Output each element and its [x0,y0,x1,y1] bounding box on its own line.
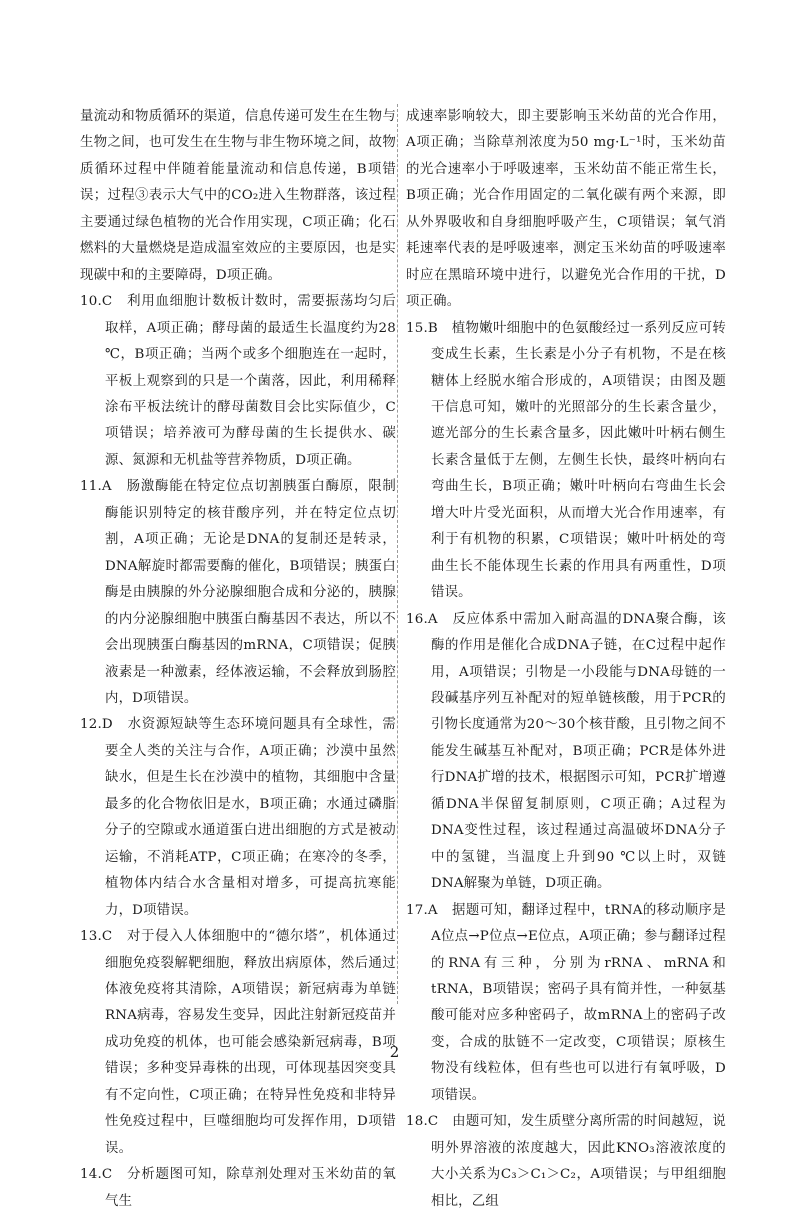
item-explanation: 由题可知，发生质壁分离所需的时间越短，说明外界溶液的浓度越大，因此KNO₃溶液浓度的大小关系为C₃＞C₁＞C₂，A项错误；与甲组细胞相比，乙组 [431,1114,727,1209]
continuation-paragraph: 成速率影响较大，即主要影响玉米幼苗的光合作用，A项正确；当除草剂浓度为50 mg·L⁻¹时，玉米幼苗的光合速率小于呼吸速率，玉米幼苗不能正常生长，B项正确；光合作用固定的二氧化碳有两个来源，即从外界吸收和自身细胞呼吸产生，C项错误；氧气消耗速率代表的是呼吸速率，测定玉米幼苗的呼吸速率时应在黑暗环境中进行，以避免光合作用的干扰，D项正确。 [406,109,726,310]
item-number: 15. [406,320,428,336]
item-number: 16. [406,611,428,627]
answer-item-10 [80,289,396,474]
item-explanation: 对于侵入人体细胞中的“德尔塔”，机体通过细胞免疫裂解靶细胞，释放出病原体，然后通过体液免疫将其清除，A项错误；新冠病毒为单链RNA病毒，容易发生变异，因此注射新冠疫苗并成功免疫的机体，也可能会感染新冠病毒，B项错误；多种变异毒株的出现，可体现基因突变具有不定向性，C项正确；在特异性免疫和非特异性免疫过程中，巨噬细胞均可发挥作用，D项错误。 [105,929,396,1156]
item-answer: A [427,902,438,918]
item-number: 10. [80,294,102,310]
item-answer: A [101,479,112,495]
item-answer: B [427,320,438,336]
item-number: 12. [80,717,102,733]
answer-item-11 [80,474,396,712]
item-number: 11. [80,479,102,495]
item-explanation: 水资源短缺等生态环境问题具有全球性，需要全人类的关注与合作，A项正确；沙漠中虽然缺水，但是生长在沙漠中的植物，其细胞中含量最多的化合物依旧是水，B项正确；水通过磷脂分子的空隙或水通道蛋白进出细胞的方式是被动运输，不消耗ATP，C项正确；在寒冷的冬季，植物体内结合水含量相对增多，可提高抗寒能力，D项错误。 [105,717,396,918]
item-number: 18. [406,1114,428,1130]
answer-item-18 [406,1109,726,1215]
item-answer: C [427,1114,439,1130]
answer-item-17 [406,898,726,1110]
item-answer: C [101,1167,113,1183]
answer-item-12 [80,712,396,924]
item-answer: D [101,717,113,733]
item-explanation: 肠激酶能在特定位点切割胰蛋白酶原，限制酶能识别特定的核苷酸序列，并在特定位点切割，A项正确；无论是DNA的复制还是转录，DNA解旋时都需要酶的催化，B项错误；胰蛋白酶是由胰腺的外分泌腺细胞合成和分泌的，胰腺的内分泌腺细胞中胰蛋白酶基因不表达，所以不会出现胰蛋白酶基因的mRNA，C项错误；促胰液素是一种激素，经体液运输，不会释放到肠腔内，D项错误。 [105,479,396,706]
item-explanation: 植物嫩叶细胞中的色氨酸经过一系列反应可转变成生长素，生长素是小分子有机物，不是在核糖体上经脱水缩合形成的，A项错误；由图及题干信息可知，嫩叶的光照部分的生长素含量少，遮光部分的生长素含量多，因此嫩叶叶柄右侧生长素含量低于左侧，左侧生长快，最终叶柄向右弯曲生长，B项正确；嫩叶叶柄向右弯曲生长会增大叶片受光面积，从而增大光合作用速率，有利于有机物的积累，C项错误；嫩叶叶柄处的弯曲生长不能体现生长素的作用具有两重性，D项错误。 [431,320,726,601]
item-explanation: 利用血细胞计数板计数时，需要振荡均匀后取样，A项正确；酵母菌的最适生长温度约为28 ℃，B项正确；当两个或多个细胞连在一起时，平板上观察到的只是一个菌落，因此，利用稀释涂布平板法统计的酵母菌数目会比实际值少，C项错误；培养液可为酵母菌的生长提供水、碳源、氮源和无机盐等营养物质，D项正确。 [105,294,396,468]
item-number: 17. [406,902,428,918]
answer-item-15 [406,316,726,607]
item-explanation: 反应体系中需加入耐高温的DNA聚合酶，该酶的作用是催化合成DNA子链，在C过程中起作用，A项错误；引物是一小段能与DNA母链的一段碱基序列互补配对的短单链核酸，用于PCR的引物长度通常为20～30个核苷酸，且引物之间不能发生碱基互补配对，B项正确；PCR是体外进行DNA扩增的技术，根据图示可知，PCR扩增遵循DNA半保留复制原则，C项正确；A过程为DNA变性过程，该过程通过高温破坏DNA分子中的氢键，当温度上升到90 ℃以上时，双链DNA解聚为单链，D项正确。 [431,611,726,892]
column-divider [397,104,398,1004]
answer-item-14 [80,1162,396,1215]
item-number: 13. [80,929,102,945]
item-explanation: 分析题图可知，除草剂处理对玉米幼苗的氧气生 [105,1167,396,1209]
answer-item-16 [406,607,726,898]
continuation-paragraph: 量流动和物质循环的渠道，信息传递可发生在生物与生物之间，也可发生在生物与非生物环境之间，故物质循环过程中伴随着能量流动和信息传递，B项错误；过程③表示大气中的CO₂进入生物群落，该过程主要通过绿色植物的光合作用实现，C项正确；化石燃料的大量燃烧是造成温室效应的主要原因，也是实现碳中和的主要障碍，D项正确。 [80,109,396,283]
item-answer: C [101,929,113,945]
page-number: 2 [389,1043,400,1061]
item-explanation: 据题可知，翻译过程中，tRNA的移动顺序是A位点→P位点→E位点，A项正确；参与翻译过程的RNA有三种，分别为rRNA、mRNA和tRNA，B项错误；密码子具有简并性，一种氨基酸可能对应多种密码子，故mRNA上的密码子改变，合成的肽链不一定改变，C项错误；原核生物没有线粒体，但有些也可以进行有氧呼吸，D项错误。 [431,902,726,1103]
item-answer: C [101,294,113,310]
item-number: 14. [80,1167,102,1183]
item-answer: A [427,611,438,627]
